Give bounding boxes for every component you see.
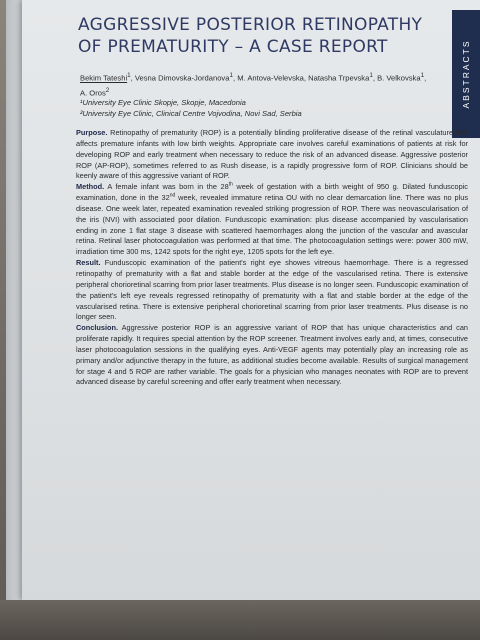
purpose-text: Retinopathy of prematurity (ROP) is a potentially blinding proliferative disease of the retinal vasculature that affects premature infants with low birth weights. Appropriate care involves careful examinations of patients at risk for developing ROP and early treatment when necessary to reduce the risk of an advanced disease. Aggressive posterior ROP (AP-ROP), sometimes referred to as Rush disease, is a rapidly progressive form of ROP. Clinicians should be keenly aware of this aggressive variant of ROP. [76, 128, 468, 181]
author-list [80, 70, 460, 99]
author-text: , [424, 73, 427, 83]
conclusion-text: Aggressive posterior ROP is an aggressive variant of ROP that has unique characteristics and can proliferate rapidly. It requires special attention by the ROP screener. Treatment involves early and, at times, consecutive laser photocoagulation sessions in the qualifying eyes. Anti-VEGF agents may potentially play an increasing role as primary and/or adjunctive therapy in the future, as additional studies become available. Results of surgical management for stage 4 and 5 ROP are rather variable. The goals for a physician who manages neonates with ROP are to prevent advanced disease by careful screening and offer early treatment when necessary. [76, 323, 468, 387]
book-page [22, 0, 480, 600]
author-text: , Vesna Dimovska-Jordanova [130, 73, 230, 83]
first-author: Bekim Tateshi [80, 73, 128, 83]
affiliation-2: ²University Eye Clinic, Clinical Centre Vojvodina, Novi Sad, Serbia [80, 109, 302, 118]
method-label: Method. [76, 182, 105, 192]
title-line-2: OF PREMATURITY – A CASE REPORT [78, 37, 388, 57]
section-tab-label: ABSTRACTS [461, 39, 471, 109]
result-text: Funduscopic examination of the patient's right eye showes vitreous haemorrhage. There is a regressed retinopathy of prematurity with a flat and stable border at the edge of the vascularised retina. There is extensive peripheral chorioretinal scarring from prior laser treatments. Plus disease is no longer seen. Funduscopic examination of the patient's left eye reveals regressed retinopathy of prematurity with a flat and stable border at the edge of the vascularised retina. There is extensive peripheral chorioretinal scarring from prior laser treatments. Plus disease is no longer seen. [76, 258, 468, 322]
author-text: A. Oros [80, 88, 106, 98]
conclusion-label: Conclusion. [76, 323, 119, 333]
affiliations [80, 97, 460, 119]
author-text: , M. Antova-Velevska, Natasha Trpevska [232, 73, 370, 83]
abstract-body [76, 128, 468, 388]
author-sup: 1 [420, 72, 425, 79]
result-label: Result. [76, 258, 101, 268]
author-sup: 1 [369, 72, 373, 79]
purpose-paragraph [76, 128, 468, 182]
method-text: week, revealed immature retina OU with no clear demarcation line. There was no plus disease. One week later, repeated examination revealed striking progression of ROP. There was neovascularisation of the iris (NVI) with associated poor dilation. Funduscopic examination: plus disease accompanied by vascularisation ending in zone 1 flat stage 3 disease with scattered haemorrhages along the junction of the vascular and avascular retina. Retinal laser photocoagulation was performed at that time. The photocoagulation settings were: power 300 mW, irradiation time 300 ms, 1242 spots for the right eye, 1205 spots for the left eye. [76, 193, 468, 257]
author-sup: 1 [229, 72, 233, 79]
author-sup: 2 [105, 86, 110, 94]
conclusion-paragraph [76, 323, 468, 388]
method-text: A female infant was born in the 28 [104, 182, 229, 192]
result-paragraph [76, 258, 468, 323]
article-title [78, 14, 423, 58]
method-paragraph [76, 182, 468, 258]
ordinal-sup: th [228, 181, 233, 188]
title-line-1: AGGRESSIVE POSTERIOR RETINOPATHY [78, 15, 423, 35]
purpose-label: Purpose. [76, 128, 108, 137]
author-sup: 1 [127, 72, 131, 79]
method-text: week of gestation with a birth weight of 950 g. Dilated funduscopic examination, done in the 32 [76, 182, 468, 203]
affiliation-1: ¹University Eye Clinic Skopje, Skopje, Macedonia [80, 98, 246, 107]
table-surface [0, 600, 480, 640]
ordinal-sup: nd [169, 192, 176, 199]
author-text: , B. Velkovska [372, 73, 421, 83]
